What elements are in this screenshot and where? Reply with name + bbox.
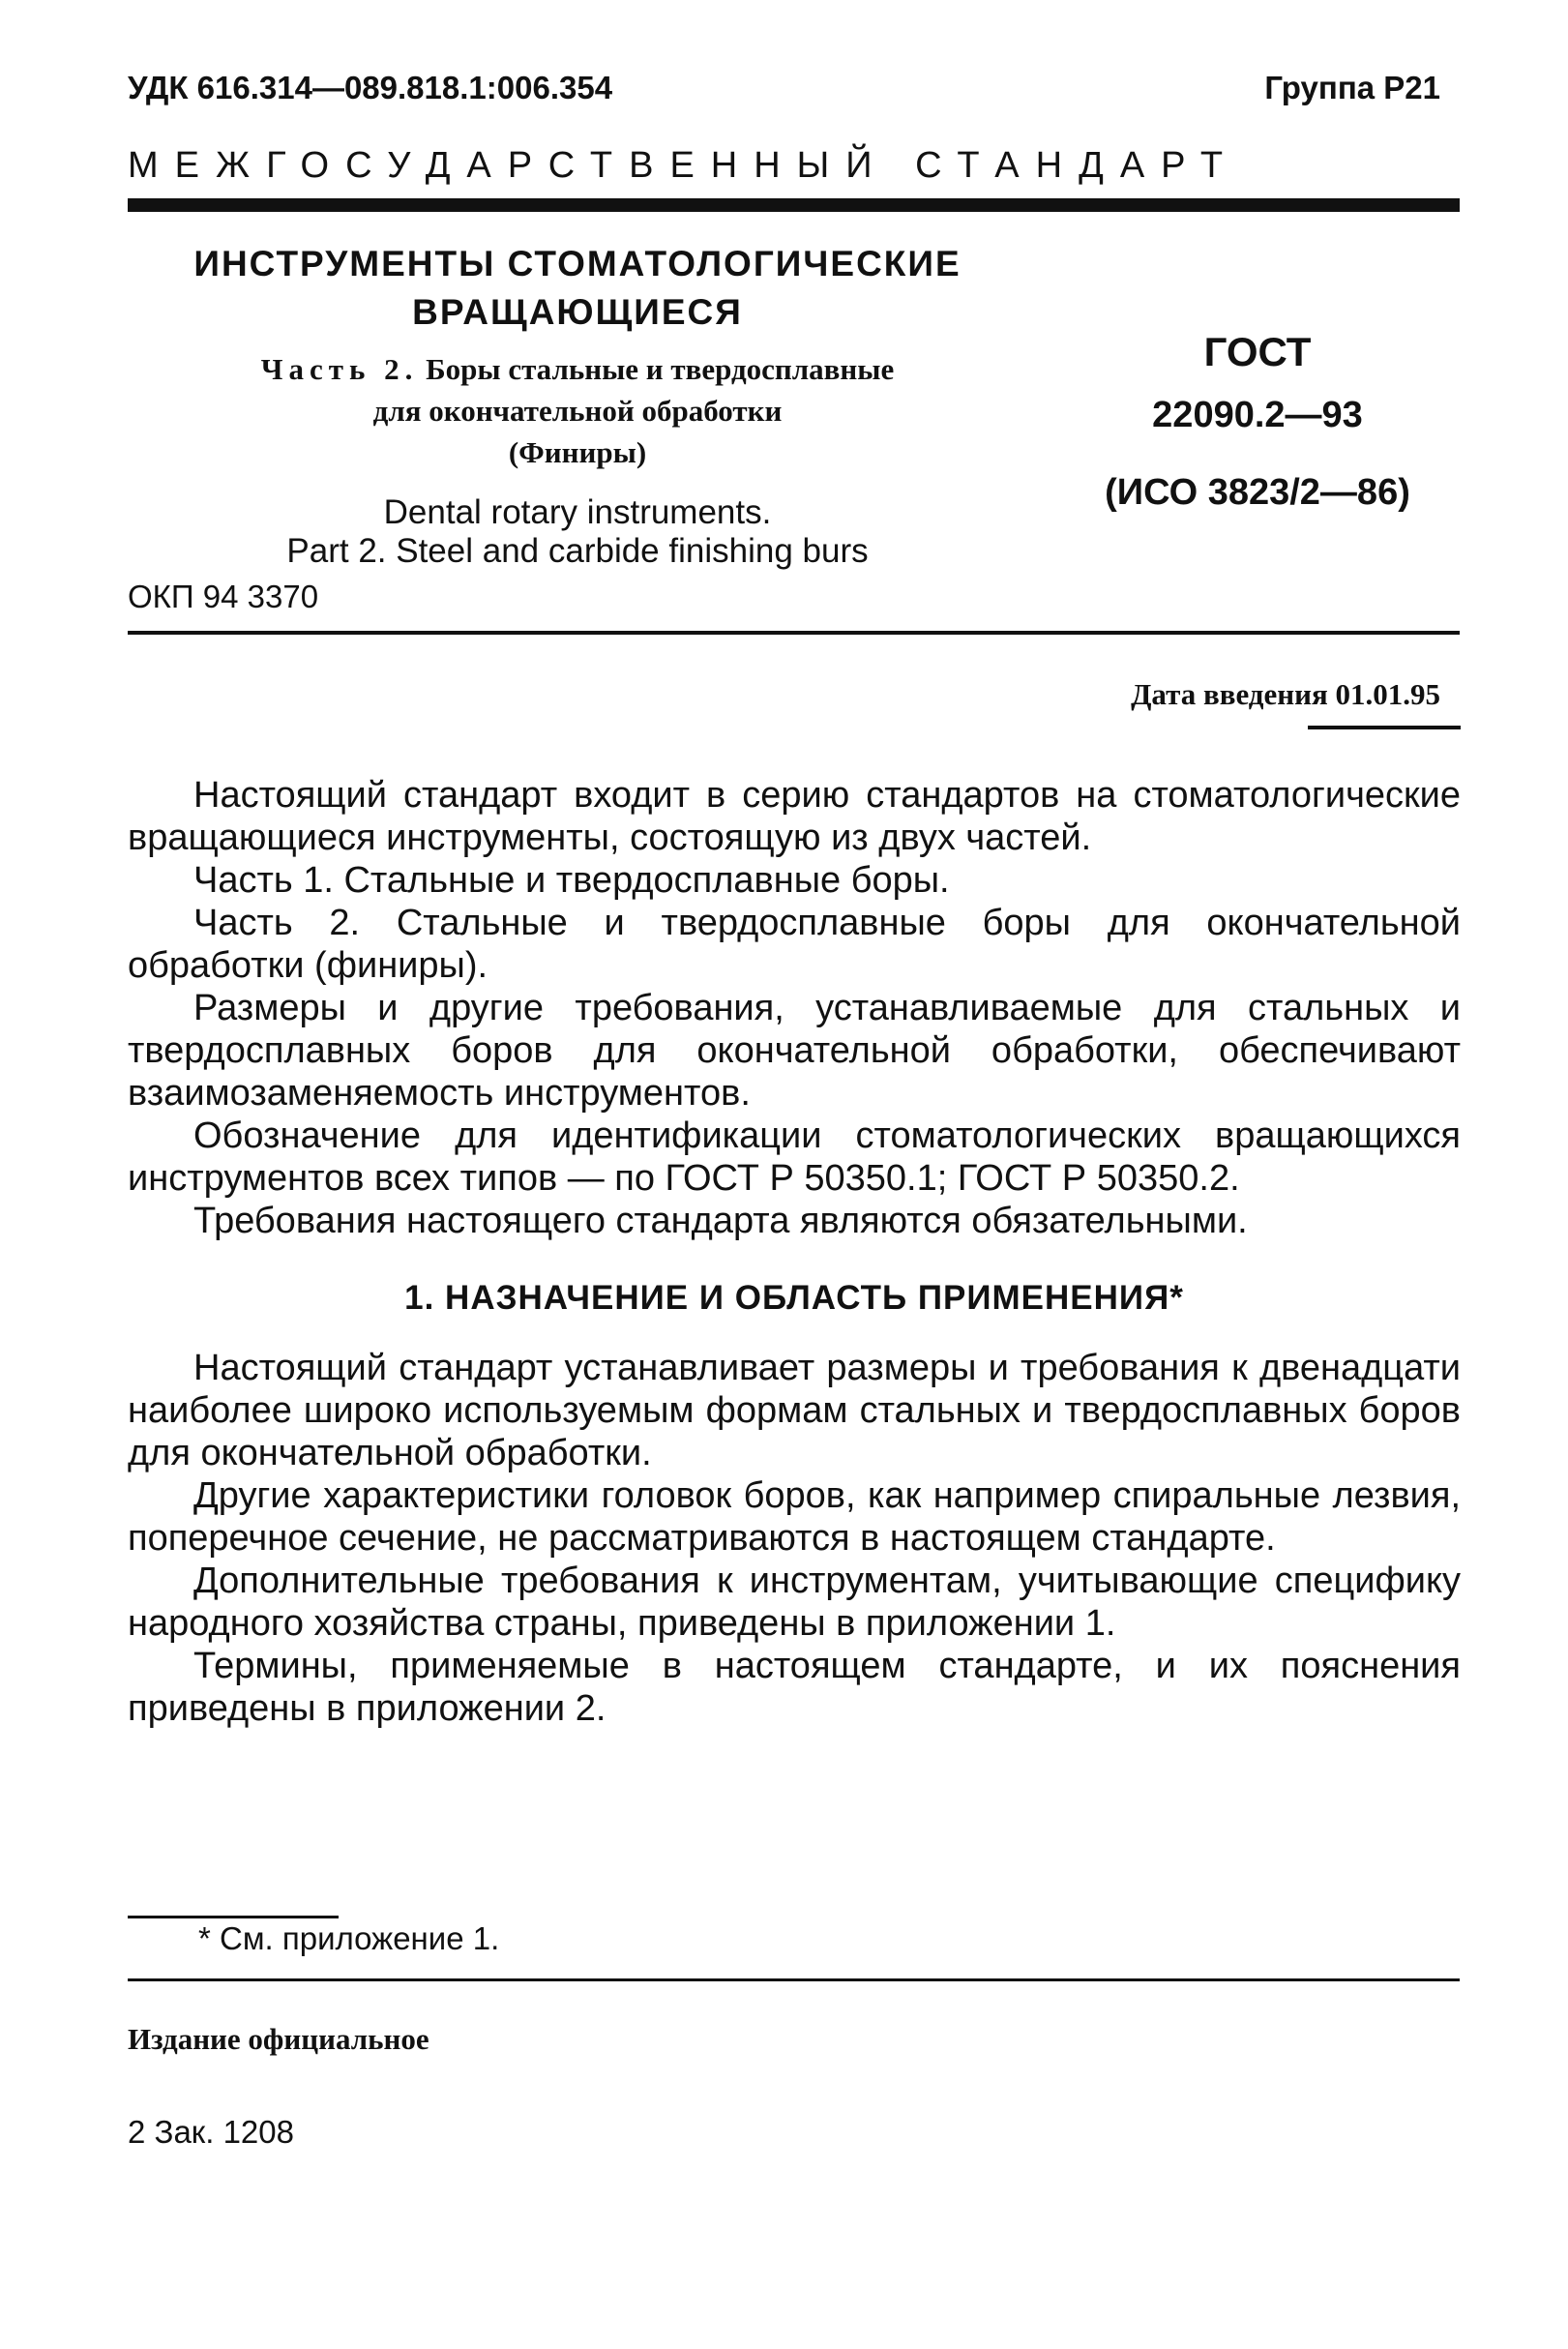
intro-paragraph: Настоящий стандарт входит в серию стандартов на стоматологические вращающиеся инструменты, состоящую из двух частей. — [128, 775, 1461, 858]
footnote: * См. приложение 1. — [198, 1920, 500, 1956]
gost-label: ГОСТ — [1203, 329, 1312, 374]
intro-paragraph: Размеры и другие требования, устанавливаемые для стальных и твердосплавных боров для окончательной обработки, обеспечивают взаимозаменяемость инструментов. — [128, 988, 1461, 1114]
footnote-rule — [128, 1916, 339, 1918]
section-1-paragraph: Другие характеристики головок боров, как например спиральные лезвия, поперечное сечение, не рассматриваются в настоящем стандарте. — [128, 1475, 1461, 1559]
introduction-date: Дата введения 01.01.95 — [1131, 677, 1440, 711]
okp-code: ОКП 94 3370 — [128, 579, 319, 614]
body-text — [128, 774, 1461, 1730]
group-code: Группа Р21 — [1264, 70, 1440, 105]
edition-note: Издание официальное — [128, 2022, 429, 2056]
title-line-2: ВРАЩАЮЩИЕСЯ — [412, 292, 743, 332]
intro-paragraph: Обозначение для идентификации стоматологических вращающихся инструментов всех типов — по ГОСТ Р 50350.1; ГОСТ Р 50350.2. — [128, 1115, 1461, 1199]
section-1-paragraph: Термины, применяемые в настоящем стандарте, и их пояснения приведены в приложении 2. — [128, 1646, 1461, 1729]
footer-rule — [128, 1978, 1460, 1981]
title-line-1: ИНСТРУМЕНТЫ СТОМАТОЛОГИЧЕСКИЕ — [193, 244, 962, 283]
intro-paragraph: Часть 2. Стальные и твердосплавные боры для окончательной обработки (финиры). — [128, 903, 1461, 986]
part-name: Боры стальные и твердосплавные — [426, 352, 895, 386]
part-title — [128, 348, 1027, 473]
english-line-1: Dental rotary instruments. — [383, 493, 772, 531]
english-title — [128, 493, 1027, 571]
document-title — [128, 240, 1027, 337]
english-line-2: Part 2. Steel and carbide finishing burs — [286, 532, 869, 570]
udk-code: УДК 616.314—089.818.1:006.354 — [128, 70, 613, 105]
interstate-standard-banner: МЕЖГОСУДАРСТВЕННЫЙ СТАНДАРТ — [128, 145, 1240, 186]
intro-paragraph: Требования настоящего стандарта являются обязательными. — [193, 1201, 1248, 1241]
section-1-paragraph: Дополнительные требования к инструментам, учитывающие специфику народного хозяйства страны, приведены в приложении 1. — [128, 1561, 1461, 1644]
part-line-1 — [128, 348, 1027, 390]
section-1-paragraph: Настоящий стандарт устанавливает размеры и требования к двенадцати наиболее широко используемым формам стальных и твердосплавных боров для окончательной обработки. — [128, 1348, 1461, 1473]
part-line-3: (Финиры) — [508, 435, 647, 469]
title-rule — [128, 631, 1460, 635]
header-rule-thick — [128, 198, 1460, 212]
part-label: Часть 2. — [260, 352, 419, 386]
iso-number: (ИСО 3823/2—86) — [1105, 472, 1410, 513]
section-1-heading: 1. НАЗНАЧЕНИЕ И ОБЛАСТЬ ПРИМЕНЕНИЯ* — [404, 1279, 1184, 1317]
order-number: 2 Зак. 1208 — [128, 2114, 294, 2150]
date-underline — [1308, 726, 1461, 729]
part-line-2: для окончательной обработки — [372, 394, 783, 428]
gost-number: 22090.2—93 — [1152, 395, 1363, 435]
intro-paragraph: Часть 1. Стальные и твердосплавные боры. — [193, 860, 950, 901]
